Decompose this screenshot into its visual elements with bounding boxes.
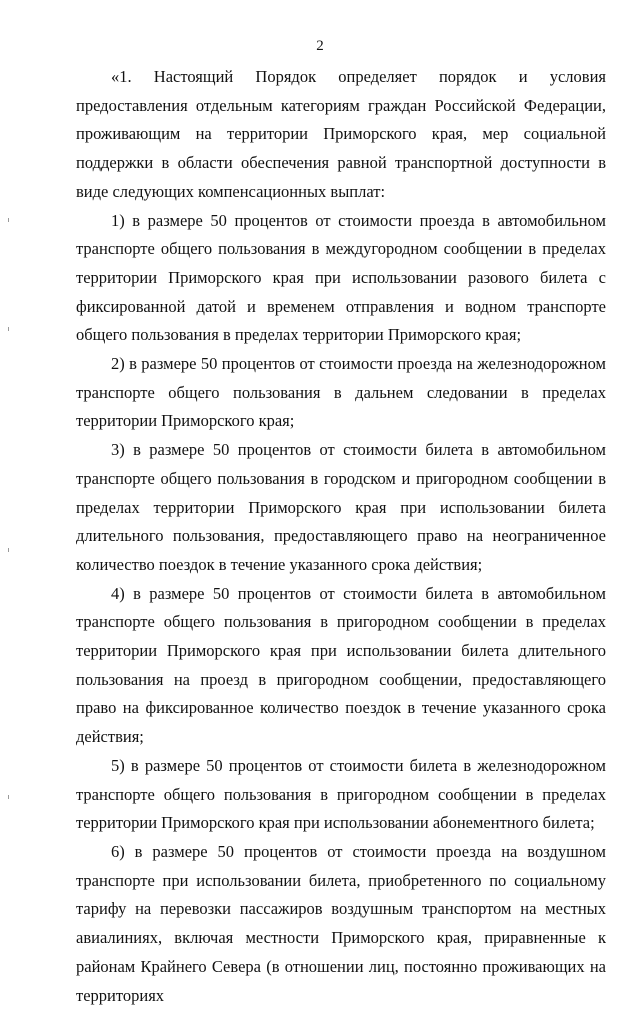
- paragraph-intro: «1. Настоящий Порядок определяет порядок и условия предоставления отдельным категориям граждан Российской Федерации, проживающим на территории Приморского края, мер социальной поддержки в области обеспечения равной транспортной доступности в виде следующих компенсационных выплат:: [76, 67, 606, 201]
- page-number: 2: [316, 38, 324, 54]
- scan-margin-mark: [8, 548, 9, 552]
- scan-margin-mark: [8, 795, 9, 799]
- paragraph-item-5: 5) в размере 50 процентов от стоимости билета в железнодорожном транспорте общего пользования в пригородном сообщении в пределах территории Приморского края при использовании абонементного билета;: [76, 755, 606, 833]
- paragraph-item-1: 1) в размере 50 процентов от стоимости проезда в автомобильном транспорте общего пользования в междугородном сообщении в пределах территории Приморского края при использовании разового билета с фиксированной датой и временем отправления и водном транспорте общего пользования в пределах территории Приморского края;: [76, 210, 606, 345]
- paragraph-item-3: 3) в размере 50 процентов от стоимости билета в автомобильном транспорте общего пользования в городском и пригородном сообщении в пределах территории Приморского края при использовании билета длительного пользования, предоставляющего право на неограниченное количество поездок в течение указанного срока действия;: [76, 440, 606, 574]
- paragraph-item-4: 4) в размере 50 процентов от стоимости билета в автомобильном транспорте общего пользования в пригородном сообщении в пределах территории Приморского края при использовании билета длительного пользования на проезд в пригородном сообщении, предоставляющего право на фиксированное количество поездок в течение указанного срока действия;: [76, 583, 606, 747]
- paragraph-item-6: 6) в размере 50 процентов от стоимости проезда на воздушном транспорте при использовании билета, приобретенного по социальному тарифу на перевозки пассажиров воздушным транспортом на местных авиалиниях, включая местности Приморского края, приравненные к районам Крайнего Севера (в отношении лиц, постоянно проживающих на территориях: [76, 841, 606, 1005]
- paragraph-item-2: 2) в размере 50 процентов от стоимости проезда на железнодорожном транспорте общего пользования в дальнем следовании в пределах территории Приморского края;: [76, 354, 606, 431]
- scan-margin-mark: [8, 327, 9, 331]
- document-body: [76, 63, 606, 1010]
- scan-margin-mark: [8, 218, 9, 222]
